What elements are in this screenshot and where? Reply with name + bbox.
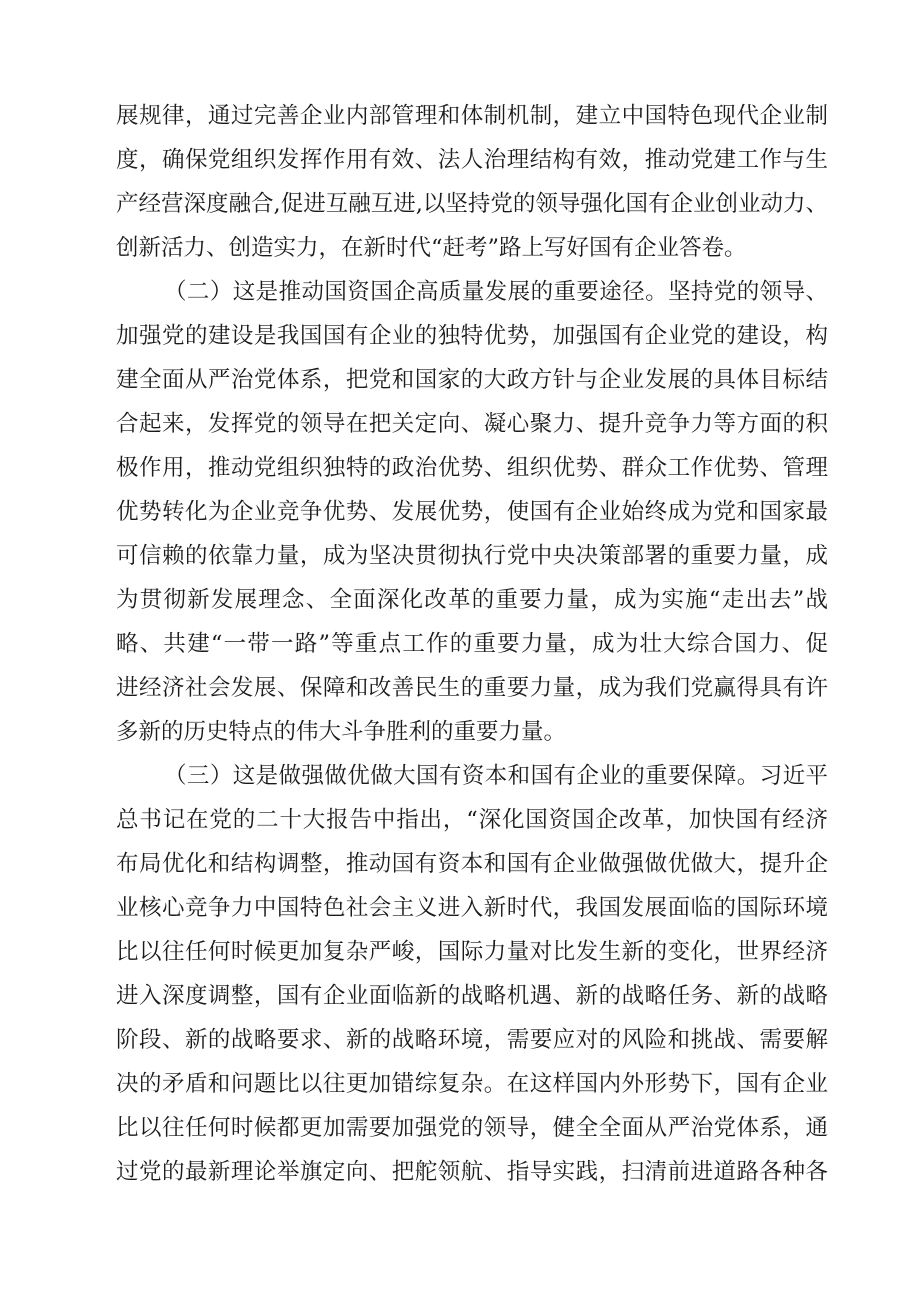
text-line: 展规律，通过完善企业内部管理和体制机制，建立中国特色现代企业制 <box>116 103 828 129</box>
text-line: 可信赖的依靠力量，成为坚决贯彻执行党中央决策部署的重要力量，成 <box>116 543 828 569</box>
text-line: 产经营深度融合,促进互融互进,以坚持党的领导强化国有企业创业动力、 <box>116 191 828 217</box>
text-line: 决的矛盾和问题比以往更加错综复杂。在这样国内外形势下，国有企业 <box>116 1071 828 1097</box>
text-line: 加强党的建设是我国国有企业的独特优势，加强国有企业党的建设，构 <box>116 323 828 349</box>
text-line: 为贯彻新发展理念、全面深化改革的重要力量，成为实施“走出去”战 <box>116 587 828 613</box>
text-line: 建全面从严治党体系，把党和国家的大政方针与企业发展的具体目标结 <box>116 367 828 393</box>
paragraph-heading-line: （二）这是推动国资国企高质量发展的重要途径。坚持党的领导、 <box>164 279 828 305</box>
text-line: 业核心竞争力中国特色社会主义进入新时代，我国发展面临的国际环境 <box>116 895 828 921</box>
text-line: 极作用，推动党组织独特的政治优势、组织优势、群众工作优势、管理 <box>116 455 828 481</box>
text-line: 创新活力、创造实力，在新时代“赶考”路上写好国有企业答卷。 <box>116 235 747 261</box>
text-line: 总书记在党的二十大报告中指出，“深化国资国企改革，加快国有经济 <box>116 807 828 833</box>
paragraph-heading-line: （三）这是做强做优做大国有资本和国有企业的重要保障。习近平 <box>164 763 828 789</box>
text-line: 合起来，发挥党的领导在把关定向、凝心聚力、提升竞争力等方面的积 <box>116 411 828 437</box>
text-line: 比以往任何时候更加复杂严峻，国际力量对比发生新的变化，世界经济 <box>116 939 828 965</box>
text-line: 略、共建“一带一路”等重点工作的重要力量，成为壮大综合国力、促 <box>116 631 828 657</box>
text-line: 多新的历史特点的伟大斗争胜利的重要力量。 <box>116 719 567 745</box>
text-line: 比以往任何时候都更加需要加强党的领导，健全全面从严治党体系，通 <box>116 1115 828 1141</box>
text-line: 布局优化和结构调整，推动国有资本和国有企业做强做优做大，提升企 <box>116 851 828 877</box>
text-line: 度，确保党组织发挥作用有效、法人治理结构有效，推动党建工作与生 <box>116 147 828 173</box>
text-line: 阶段、新的战略要求、新的战略环境，需要应对的风险和挑战、需要解 <box>116 1027 828 1053</box>
text-line: 进入深度调整，国有企业面临新的战略机遇、新的战略任务、新的战略 <box>116 983 828 1009</box>
text-line: 过党的最新理论举旗定向、把舵领航、指导实践，扫清前进道路各种各 <box>116 1159 828 1185</box>
text-line: 进经济社会发展、保障和改善民生的重要力量，成为我们党赢得具有许 <box>116 675 828 701</box>
text-line: 优势转化为企业竞争优势、发展优势，使国有企业始终成为党和国家最 <box>116 499 828 525</box>
